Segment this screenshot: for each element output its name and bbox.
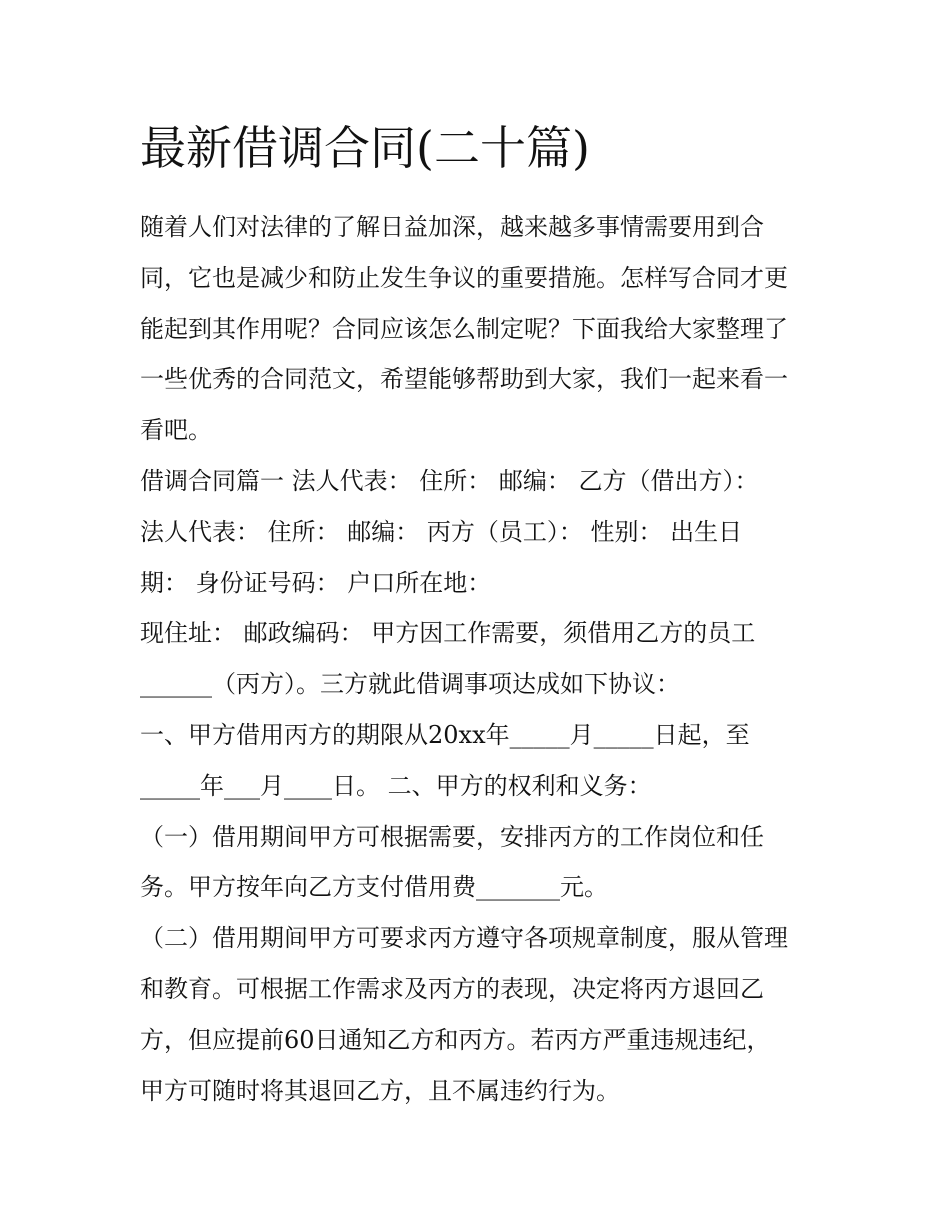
document-body <box>140 112 820 1116</box>
body-line: ______（丙方）。三方就此借调事项达成如下协议： <box>140 670 680 699</box>
body-line: 期： 身份证号码： 户口所在地： <box>140 568 492 597</box>
body-line: 能起到其作用呢？合同应该怎么制定呢？下面我给大家整理了 <box>140 314 788 343</box>
body-line: 法人代表： 住所： 邮编： 丙方（员工）： 性别： 出生日 <box>140 517 743 546</box>
body-line: （二）借用期间甲方可要求丙方遵守各项规章制度，服从管理 <box>140 924 788 953</box>
body-line: 一些优秀的合同范文，希望能够帮助到大家，我们一起来看一 <box>140 365 788 394</box>
body-line: 随着人们对法律的了解日益加深，越来越多事情需要用到合 <box>140 213 764 241</box>
body-line: （一）借用期间甲方可根据需要，安排丙方的工作岗位和任 <box>140 822 764 851</box>
body-line: 同，它也是减少和防止发生争议的重要措施。怎样写合同才更 <box>140 263 788 292</box>
body-line: 方，但应提前60日通知乙方和丙方。若丙方严重违规违纪， <box>140 1025 771 1054</box>
body-line: 和教育。可根据工作需求及丙方的表现，决定将丙方退回乙 <box>140 974 764 1003</box>
body-line: 借调合同篇一 法人代表： 住所： 邮编： 乙方（借出方）： <box>140 466 759 495</box>
body-line: 看吧。 <box>140 416 212 445</box>
body-line: 甲方可随时将其退回乙方，且不属违约行为。 <box>140 1076 620 1105</box>
page-title: 最新借调合同(二十篇) <box>140 121 590 175</box>
body-line: 务。甲方按年向乙方支付借用费_______元。 <box>140 873 608 902</box>
body-line: 一、甲方借用丙方的期限从20xx年_____月_____日起，至 <box>140 720 750 749</box>
body-line: 现住址： 邮政编码： 甲方因工作需要，须借用乙方的员工 <box>140 619 756 648</box>
body-line: _____年___月____日。 二、甲方的权利和义务： <box>140 771 652 800</box>
